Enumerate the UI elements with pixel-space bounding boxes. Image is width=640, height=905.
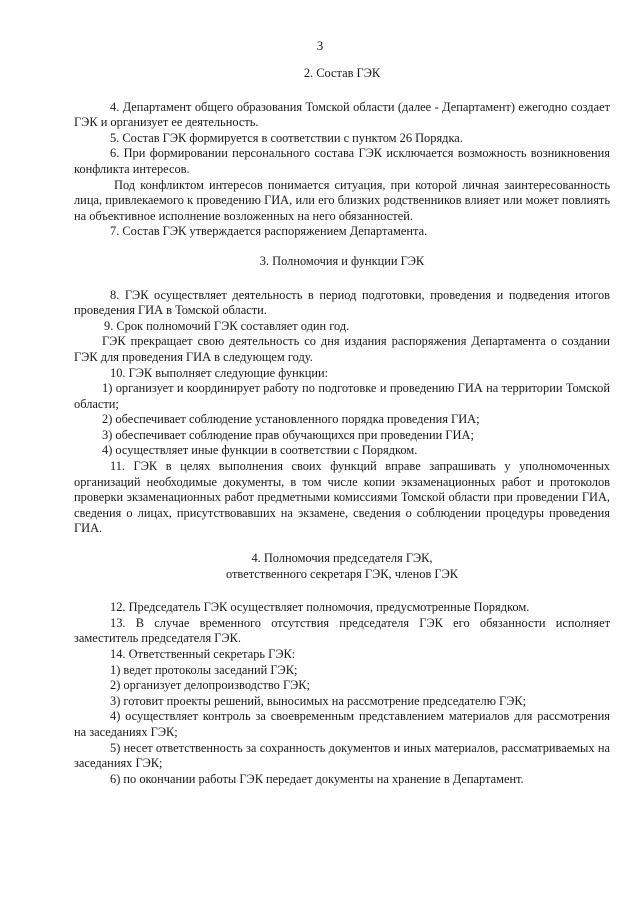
- paragraph: 10. ГЭК выполняет следующие функции:: [110, 365, 329, 380]
- paragraph: 12. Председатель ГЭК осуществляет полномочия, предусмотренные Порядком.: [110, 600, 530, 615]
- paragraph: 3) готовит проекты решений, выносимых на рассмотрение председателю ГЭК;: [110, 693, 527, 708]
- section-heading: 3. Полномочия и функции ГЭК: [259, 253, 425, 268]
- paragraph: 1) ведет протоколы заседаний ГЭК;: [110, 662, 298, 677]
- paragraph: ГЭК прекращает свою деятельность со дня издания распоряжения Департамента о создании ГЭК для проведения ГИА в следующем году.: [74, 334, 610, 364]
- paragraph: 3) обеспечивает соблюдение прав обучающихся при проведении ГИА;: [102, 427, 474, 442]
- paragraph: 2) организует делопроизводство ГЭК;: [110, 678, 310, 693]
- paragraph: 9. Срок полномочий ГЭК составляет один год.: [104, 318, 350, 333]
- section-heading: 4. Полномочия председателя ГЭК,: [251, 551, 433, 566]
- paragraph: 13. В случае временного отсутствия председателя ГЭК его обязанности исполняет заместитель председателя ГЭК.: [74, 615, 610, 646]
- paragraph: 4. Департамент общего образования Томской области (далее - Департамент) ежегодно создает ГЭК и организует ее деятельность.: [74, 99, 610, 130]
- paragraph: 6. При формировании персонального состава ГЭК исключается возможность возникновения конфликта интересов.: [74, 146, 610, 176]
- paragraph: 5. Состав ГЭК формируется в соответствии с пунктом 26 Порядка.: [110, 130, 463, 145]
- document-body: [74, 66, 610, 787]
- section-heading: 2. Состав ГЭК: [303, 66, 381, 80]
- paragraph: 4) осуществляет контроль за своевременным представлением материалов для рассмотрения на заседаниях ГЭК;: [74, 709, 610, 739]
- paragraph: 8. ГЭК осуществляет деятельность в период подготовки, проведения и подведения итогов проведения ГИА в Томской области.: [74, 287, 610, 318]
- paragraph: 11. ГЭК в целях выполнения своих функций вправе запрашивать у уполномоченных организаций необходимые документы, в том числе копии экзаменационных работ и протоколов проверки экзаменационных работ предметными комиссиями Томской области при проведении ГИА, сведения о лицах, присутствовавших на экзамене, сведения о соблюдении процедуры проведения ГИА.: [74, 459, 610, 536]
- paragraph: 2) обеспечивает соблюдение установленного порядка проведения ГИА;: [102, 412, 480, 427]
- paragraph: 7. Состав ГЭК утверждается распоряжением Департамента.: [110, 224, 428, 239]
- section-heading-line2: ответственного секретаря ГЭК, членов ГЭК: [225, 566, 459, 581]
- paragraph: 6) по окончании работы ГЭК передает документы на хранение в Департамент.: [110, 771, 524, 786]
- page-number: 3: [316, 38, 324, 53]
- paragraph: Под конфликтом интересов понимается ситуация, при которой личная заинтересованность лица, привлекаемого к проведению ГИА, или его близких родственников влияет или может повлиять на объективное исполнение возложенных на него обязанностей.: [74, 177, 610, 223]
- paragraph: 1) организует и координирует работу по подготовке и проведению ГИА на территории Томской области;: [74, 381, 610, 411]
- paragraph: 14. Ответственный секретарь ГЭК:: [110, 647, 296, 661]
- paragraph: 4) осуществляет иные функции в соответствии с Порядком.: [102, 443, 418, 458]
- paragraph: 5) несет ответственность за сохранность документов и иных материалов, рассматриваемых на заседаниях ГЭК;: [74, 740, 610, 771]
